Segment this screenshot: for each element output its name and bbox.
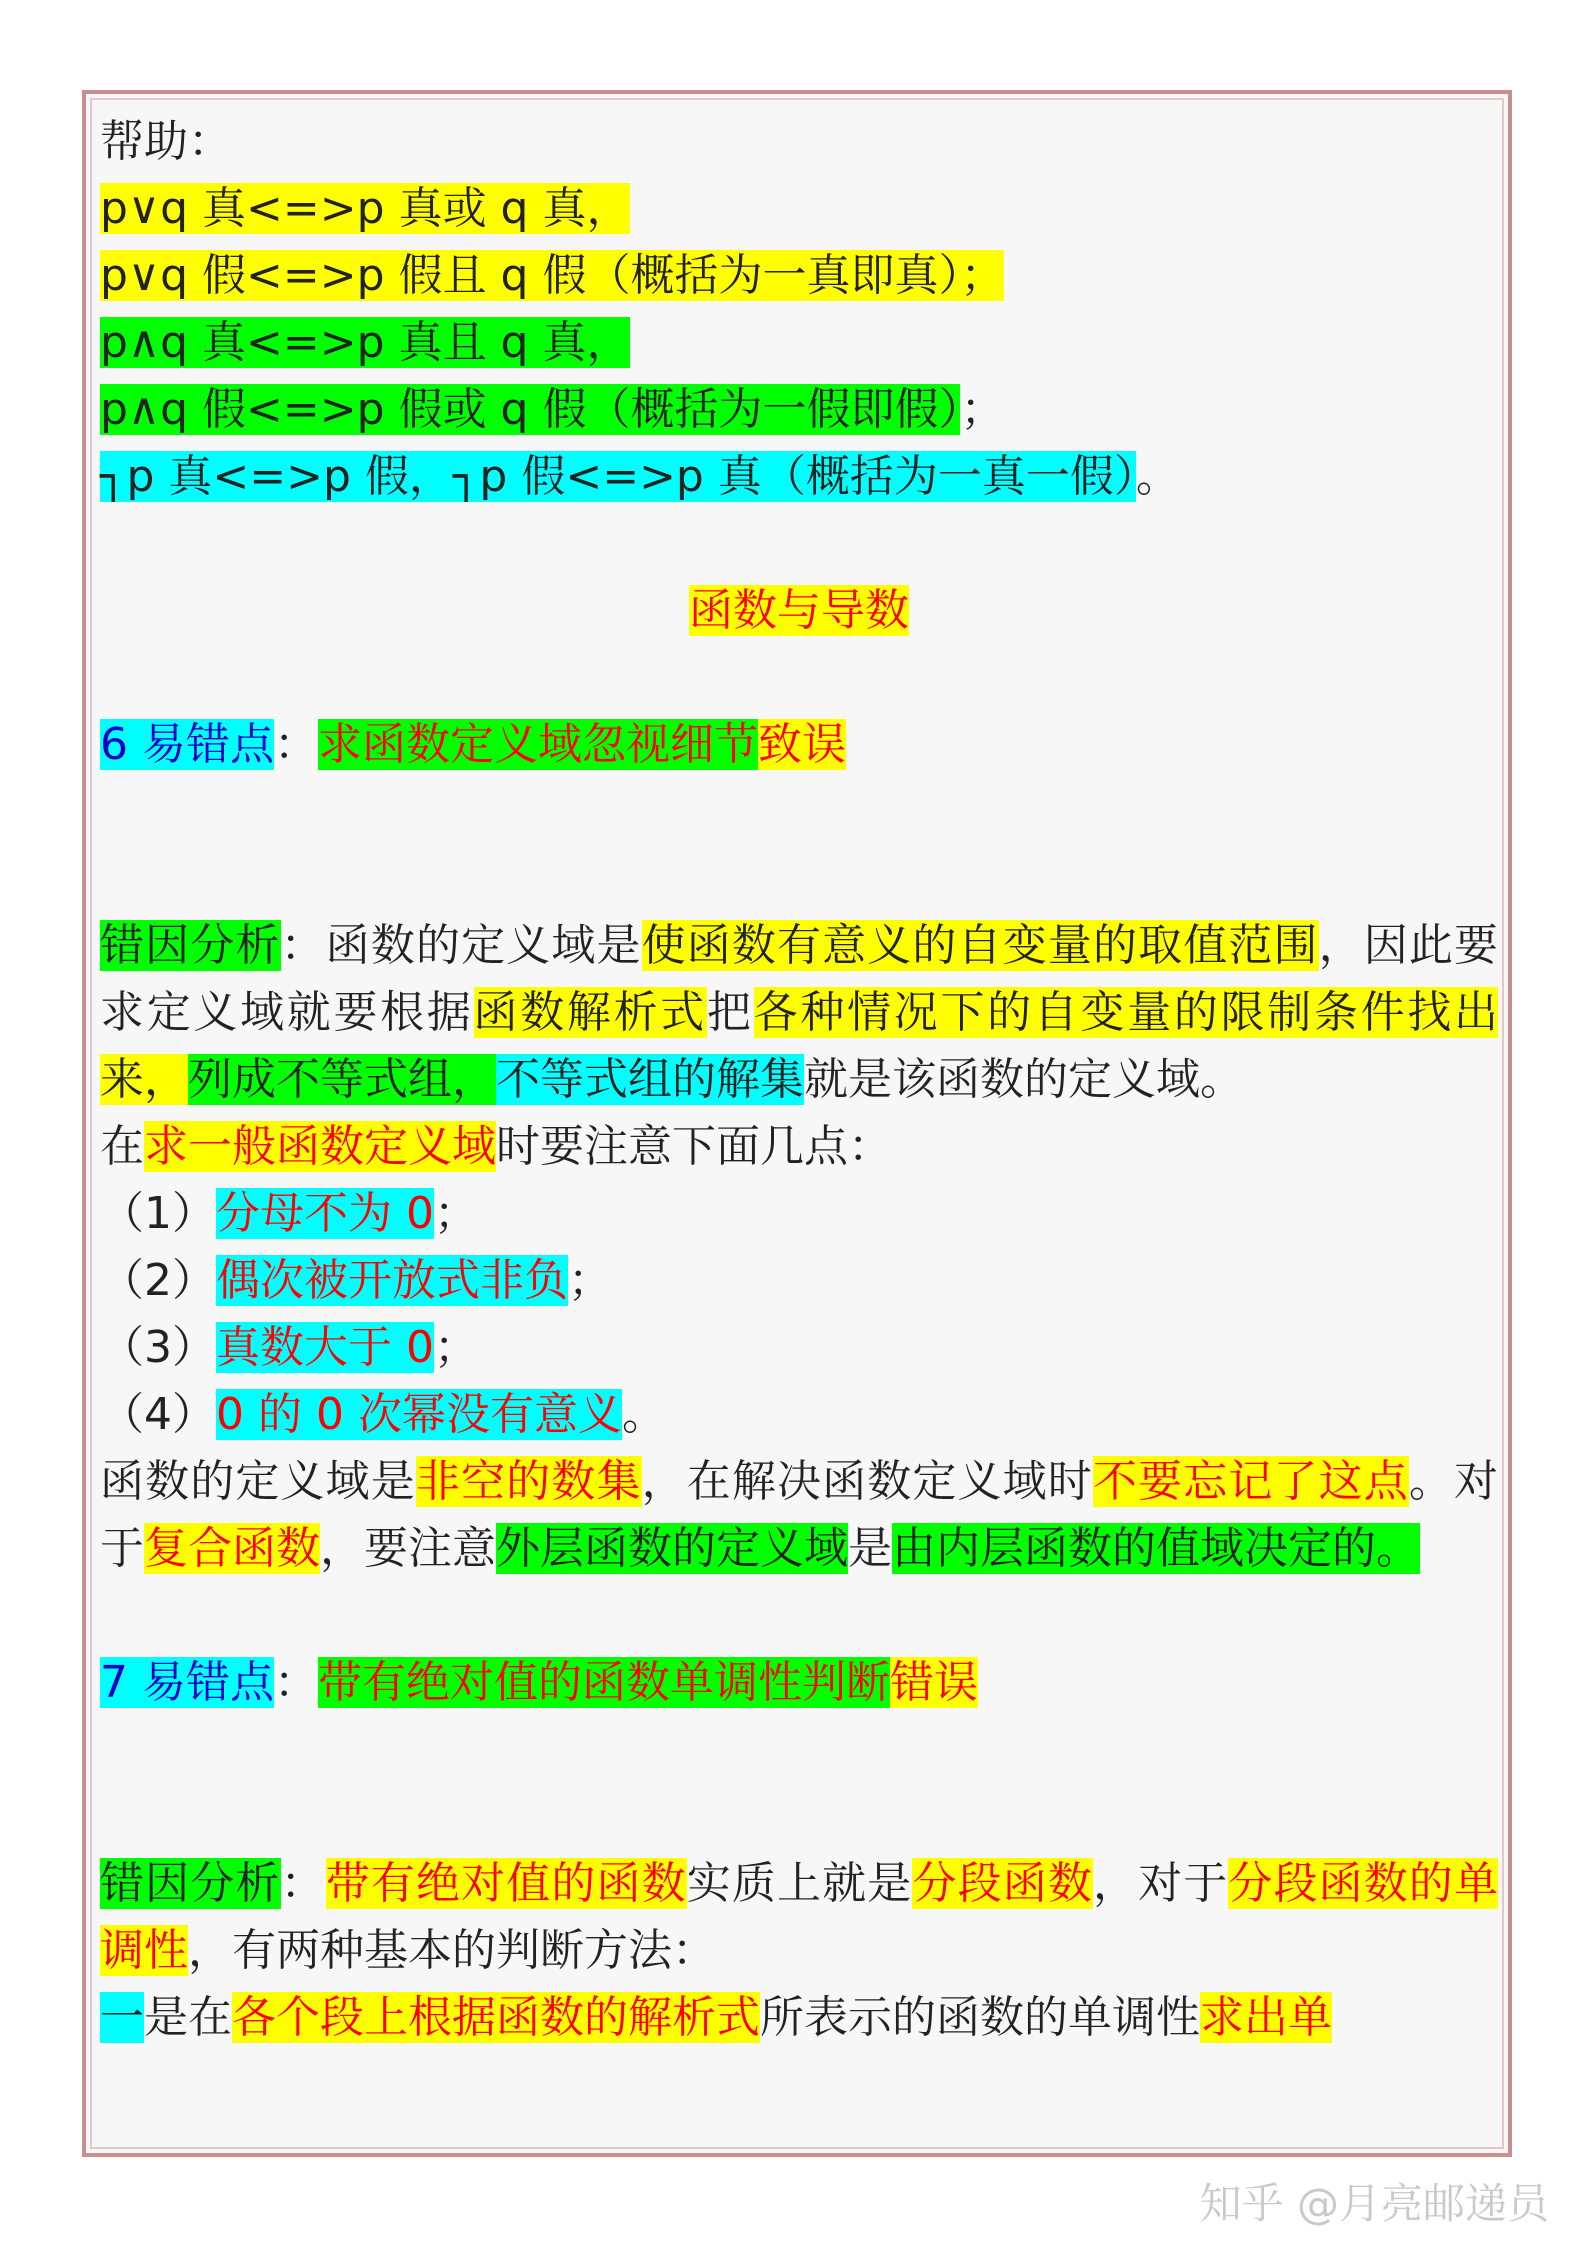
point6-title: 求函数定义域忽视细节 — [317, 719, 758, 770]
document-frame — [82, 90, 1512, 2157]
list-item: （1）分母不为 0； — [100, 1188, 478, 1239]
point6-analysis: 错因分析：函数的定义域是使函数有意义的自变量的取值范围，因此要求定义域就要根据函数解析式把各种情况下的自变量的限制条件找出来，列成不等式组，不等式组的解集就是该函数的定义域。 — [100, 920, 1499, 1105]
watermark: 知乎 @月亮邮递员 — [1199, 2179, 1549, 2228]
point6-heading: 6 易错点：求函数定义域忽视细节致误 — [100, 719, 846, 770]
list-item: （3）真数大于 0； — [100, 1322, 478, 1373]
point6-summary: 函数的定义域是非空的数集，在解决函数定义域时不要忘记了这点。对于复合函数，要注意外层函数的定义域是由内层函数的值域决定的。 — [100, 1456, 1499, 1574]
help-line-1: p∨q 真<=>p 真或 q 真， — [100, 183, 631, 234]
help-heading: 帮助： — [100, 116, 232, 167]
help-line-2: p∨q 假<=>p 假且 q 假（概括为一真即真）； — [100, 250, 1005, 301]
point7-analysis: 错因分析：带有绝对值的函数实质上就是分段函数，对于分段函数的单调性，有两种基本的判断方法： — [100, 1858, 1499, 1976]
section-title: 函数与导数 — [689, 585, 909, 636]
point6-intro: 在求一般函数定义域时要注意下面几点： — [100, 1121, 892, 1172]
point7-heading: 7 易错点：带有绝对值的函数单调性判断错误 — [100, 1657, 978, 1708]
point7-title: 带有绝对值的函数单调性判断 — [317, 1657, 890, 1708]
document-content — [100, 108, 1498, 2051]
help-line-3: p∧q 真<=>p 真且 q 真， — [100, 317, 631, 368]
analysis-label: 错因分析 — [100, 920, 281, 971]
help-line-5: ┐p 真<=>p 假，┐p 假<=>p 真（概括为一真一假）。 — [100, 451, 1180, 502]
list-item: （2）偶次被开放式非负； — [100, 1255, 612, 1306]
point7-method: 一是在各个段上根据函数的解析式所表示的函数的单调性求出单 — [100, 1992, 1332, 2043]
point6-label: 6 易错点 — [100, 719, 274, 770]
point7-label: 7 易错点 — [100, 1657, 274, 1708]
analysis-label: 错因分析 — [100, 1858, 281, 1909]
help-line-4: p∧q 假<=>p 假或 q 假（概括为一假即假）； — [100, 384, 1005, 435]
list-item: （4）0 的 0 次幂没有意义。 — [100, 1389, 666, 1440]
